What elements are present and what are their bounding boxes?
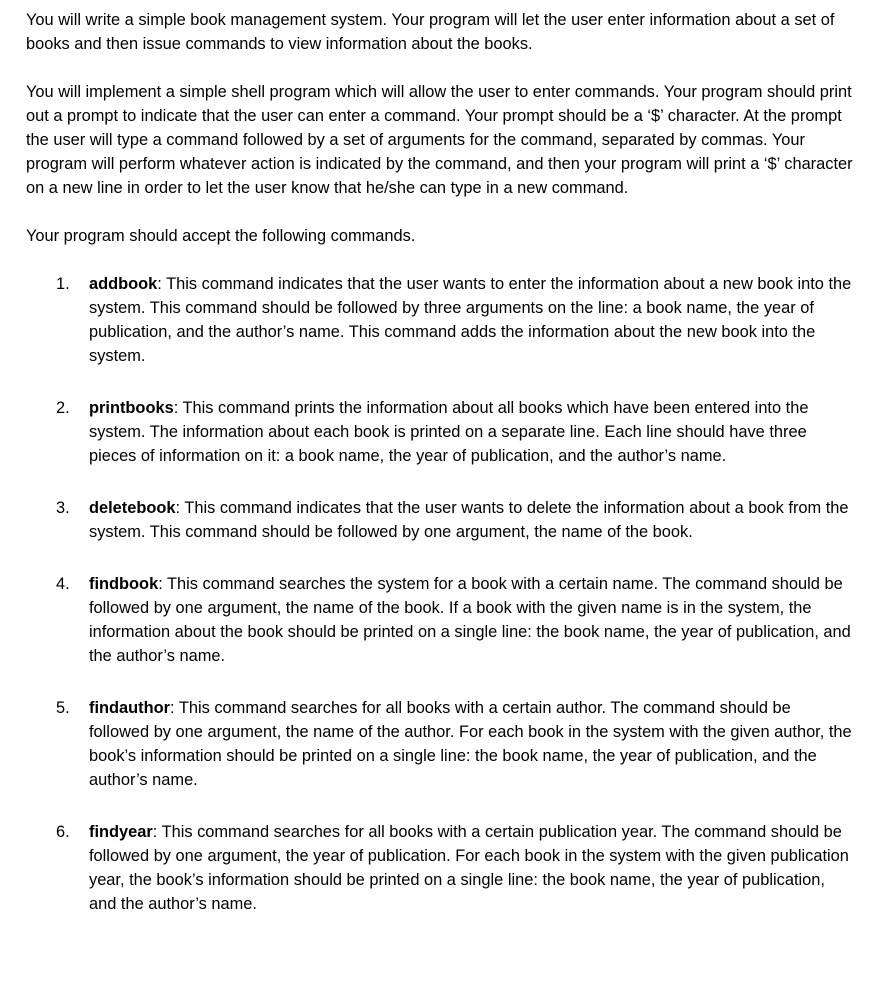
command-name: printbooks xyxy=(89,399,174,417)
command-name: findyear xyxy=(89,823,153,841)
command-name: deletebook xyxy=(89,499,176,517)
commands-intro-paragraph: Your program should accept the following commands. xyxy=(26,227,416,245)
command-item-printbooks xyxy=(26,396,862,468)
command-item-findyear xyxy=(26,820,862,916)
command-name: findbook xyxy=(89,575,159,593)
list-number: 4. xyxy=(56,575,70,593)
command-item-findauthor xyxy=(26,696,862,792)
list-number: 6. xyxy=(56,823,70,841)
list-number: 3. xyxy=(56,499,70,517)
command-item-addbook xyxy=(26,272,862,368)
command-description: : This command indicates that the user wants to delete the information about a book from the system. This command should be followed by one argument, the name of the book. xyxy=(89,499,849,541)
command-name: findauthor xyxy=(89,699,171,717)
command-description: : This command indicates that the user wants to enter the information about a new book into the system. This command should be followed by three arguments on the line: a book name, the year of publication, and the author’s name. This command adds the information about the new book into the system. xyxy=(89,275,852,365)
list-number: 2. xyxy=(56,399,70,417)
commands-list xyxy=(26,272,862,916)
command-item-deletebook xyxy=(26,496,862,544)
command-description: : This command searches for all books with a certain author. The command should be followed by one argument, the name of the author. For each book in the system with the given author, the book’s information should be printed on a single line: the book name, the year of publication, and the author’s name. xyxy=(89,699,852,789)
command-description: : This command searches for all books with a certain publication year. The command should be followed by one argument, the year of publication. For each book in the system with the given publication year, the book’s information should be printed on a single line: the book name, the year of publication, and the author’s name. xyxy=(89,823,849,913)
command-description: : This command prints the information about all books which have been entered into the system. The information about each book is printed on a separate line. Each line should have three pieces of information on it: a book name, the year of publication, and the author’s name. xyxy=(89,399,809,465)
list-number: 1. xyxy=(56,275,70,293)
intro-paragraph: You will write a simple book management system. Your program will let the user enter information about a set of books and then issue commands to view information about the books. xyxy=(26,11,835,53)
command-description: : This command searches the system for a book with a certain name. The command should be followed by one argument, the name of the book. If a book with the given name is in the system, the information about the book should be printed on a single line: the book name, the year of publication, and the author’s name. xyxy=(89,575,851,665)
shell-description-paragraph: You will implement a simple shell program which will allow the user to enter commands. Your program should print out a prompt to indicate that the user can enter a command. Your prompt should be a ‘$’ character. At the prompt the user will type a command followed by a set of arguments for the command, separated by commas. Your program will perform whatever action is indicated by the command, and then your program will print a ‘$’ character on a new line in order to let the user know that he/she can type in a new command. xyxy=(26,83,853,197)
command-item-findbook xyxy=(26,572,862,668)
command-name: addbook xyxy=(89,275,158,293)
list-number: 5. xyxy=(56,699,70,717)
